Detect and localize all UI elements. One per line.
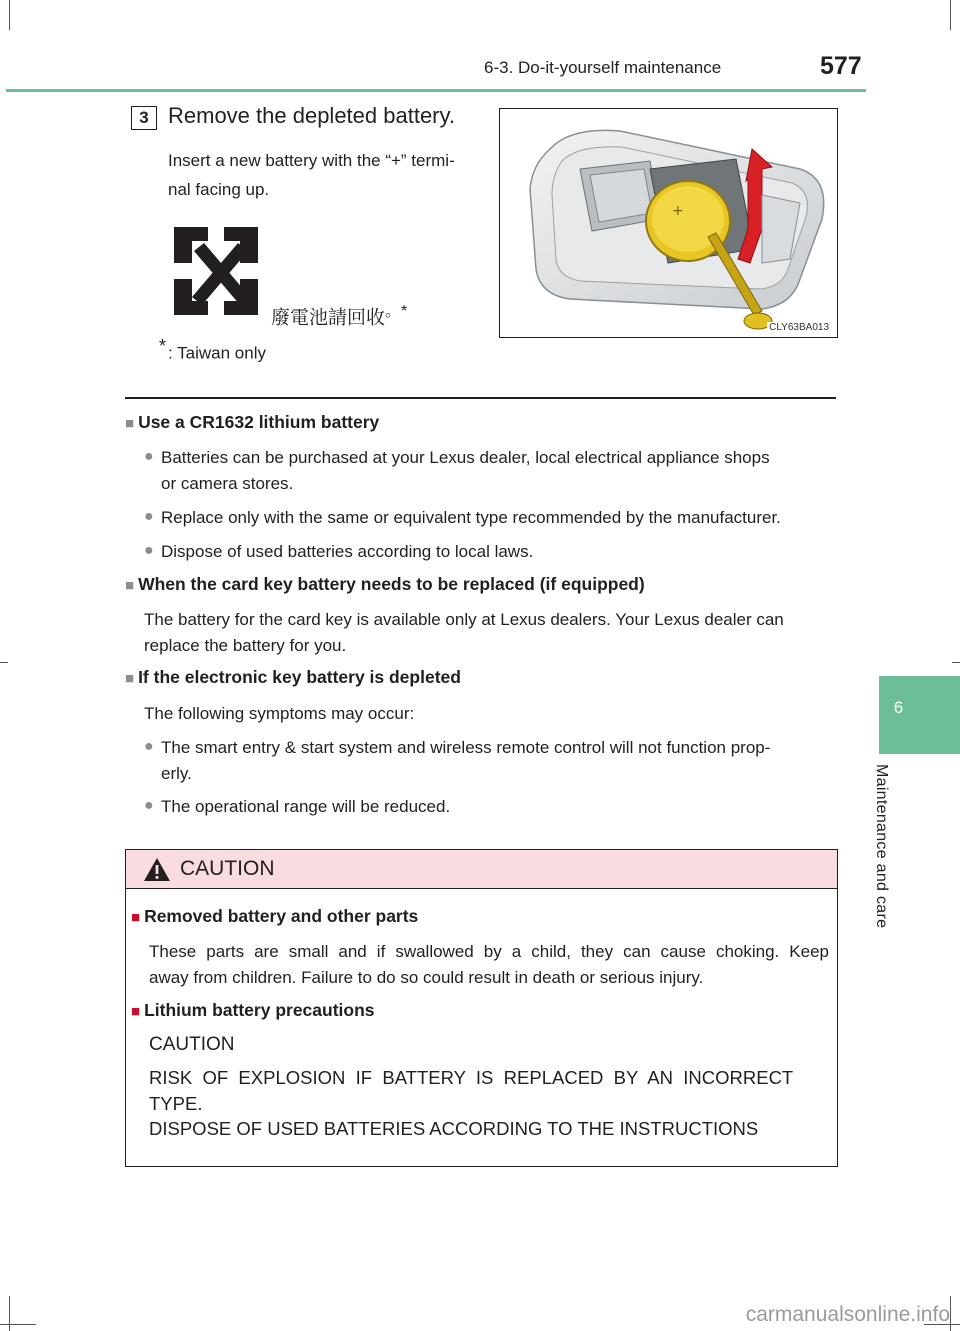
symptoms-intro: The following symptoms may occur: (144, 704, 415, 723)
footnote-text: : Taiwan only (168, 343, 266, 363)
bullet-text (161, 735, 841, 786)
bullet-line: erly. (161, 763, 192, 783)
chapter-label-text: Maintenance and care (873, 764, 890, 929)
crop-mark (9, 1296, 10, 1331)
caution-heading-parts (131, 906, 418, 927)
bullet-text: Dispose of used batteries according to local laws. (161, 542, 534, 561)
heading-text: When the card key battery needs to be replaced (if equipped) (138, 574, 645, 594)
header-rule (6, 89, 866, 92)
square-bullet-icon: ■ (125, 415, 135, 432)
risk-line: DISPOSE OF USED BATTERIES ACCORDING TO THE INSTRUCTIONS (149, 1118, 759, 1139)
caution-heading-lithium (131, 1000, 375, 1021)
step-instructions-line: Insert a new battery with the “+” termi- (168, 151, 455, 170)
step-number: 3 (131, 106, 157, 130)
step-instructions-line: nal facing up. (168, 180, 270, 199)
chapter-label (872, 764, 912, 964)
bullet-text: Replace only with the same or equivalent type recommended by the manufacturer. (161, 508, 781, 527)
bullet-line: Batteries can be purchased at your Lexus dealer, local electrical appliance shops (161, 448, 770, 467)
heading-text: If the electronic key battery is depleted (138, 667, 461, 687)
chapter-number: 6 (893, 698, 904, 717)
heading-text: Lithium battery precautions (144, 1000, 375, 1020)
page-number: 577 (820, 52, 862, 80)
heading-text: Removed battery and other parts (144, 906, 419, 926)
paragraph-line: replace the battery for you. (144, 635, 347, 655)
bullet-icon: ● (144, 448, 154, 465)
heading-card-key (125, 574, 645, 595)
card-key-paragraph (144, 607, 844, 658)
step-title: Remove the depleted battery. (168, 103, 455, 128)
paragraph-line: The battery for the card key is available only at Lexus dealers. Your Lexus dealer can (144, 610, 784, 629)
figure-code: CLY63BA013 (769, 322, 829, 333)
crop-mark (952, 662, 960, 663)
warning-icon (143, 857, 171, 882)
bullet-icon: ● (144, 508, 154, 525)
crop-mark (950, 1296, 951, 1331)
caution-box (125, 849, 838, 1167)
heading-depleted (125, 667, 461, 688)
step-instructions (168, 146, 488, 204)
crop-mark (0, 1324, 36, 1325)
bullet-text: The operational range will be reduced. (161, 797, 451, 816)
caution-parts-text (149, 939, 829, 990)
bullet-icon: ● (144, 738, 154, 755)
battery-removal-figure (499, 108, 838, 338)
crop-mark (0, 662, 8, 663)
key-fob-illustration (500, 109, 837, 337)
square-bullet-icon: ■ (125, 670, 135, 687)
bullet-line: or camera stores. (161, 473, 294, 493)
bullet-icon: ● (144, 797, 154, 814)
footnote (159, 336, 266, 364)
section-divider (125, 397, 836, 399)
risk-line: RISK OF EXPLOSION IF BATTERY IS REPLACED BY AN INCORRECT (149, 1067, 794, 1088)
footnote-star: * (159, 336, 167, 356)
risk-line: TYPE. (149, 1092, 203, 1114)
caution-title: CAUTION (180, 857, 275, 880)
caution-header (126, 850, 837, 889)
recycle-chinese: 廢電池請回收 (271, 307, 386, 329)
bullet-line: The smart entry & start system and wireless remote control will not function prop- (161, 738, 771, 757)
crop-mark (950, 0, 951, 30)
paragraph-line: away from children. Failure to do so could result in death or serious injury. (149, 967, 704, 987)
battery-recycle-icon (170, 221, 262, 321)
recycle-suffix: 。* (385, 303, 408, 320)
heading-battery-type (125, 412, 379, 433)
square-bullet-icon: ■ (125, 577, 135, 594)
heading-text: Use a CR1632 lithium battery (138, 412, 380, 432)
red-square-bullet-icon: ■ (131, 1003, 141, 1020)
bullet-text (161, 445, 841, 496)
svg-text:+: + (672, 203, 684, 219)
watermark: carmanualsonline.info (745, 1303, 950, 1326)
red-square-bullet-icon: ■ (131, 909, 141, 926)
taiwan-recycle-text (271, 298, 407, 329)
crop-mark (9, 0, 10, 30)
paragraph-line: These parts are small and if swallowed by a child, they can cause choking. Keep (149, 942, 829, 961)
bullet-icon: ● (144, 542, 154, 559)
inner-caution-label: CAUTION (149, 1034, 235, 1055)
section-title: 6-3. Do-it-yourself maintenance (484, 58, 722, 77)
risk-warning (149, 1065, 824, 1142)
